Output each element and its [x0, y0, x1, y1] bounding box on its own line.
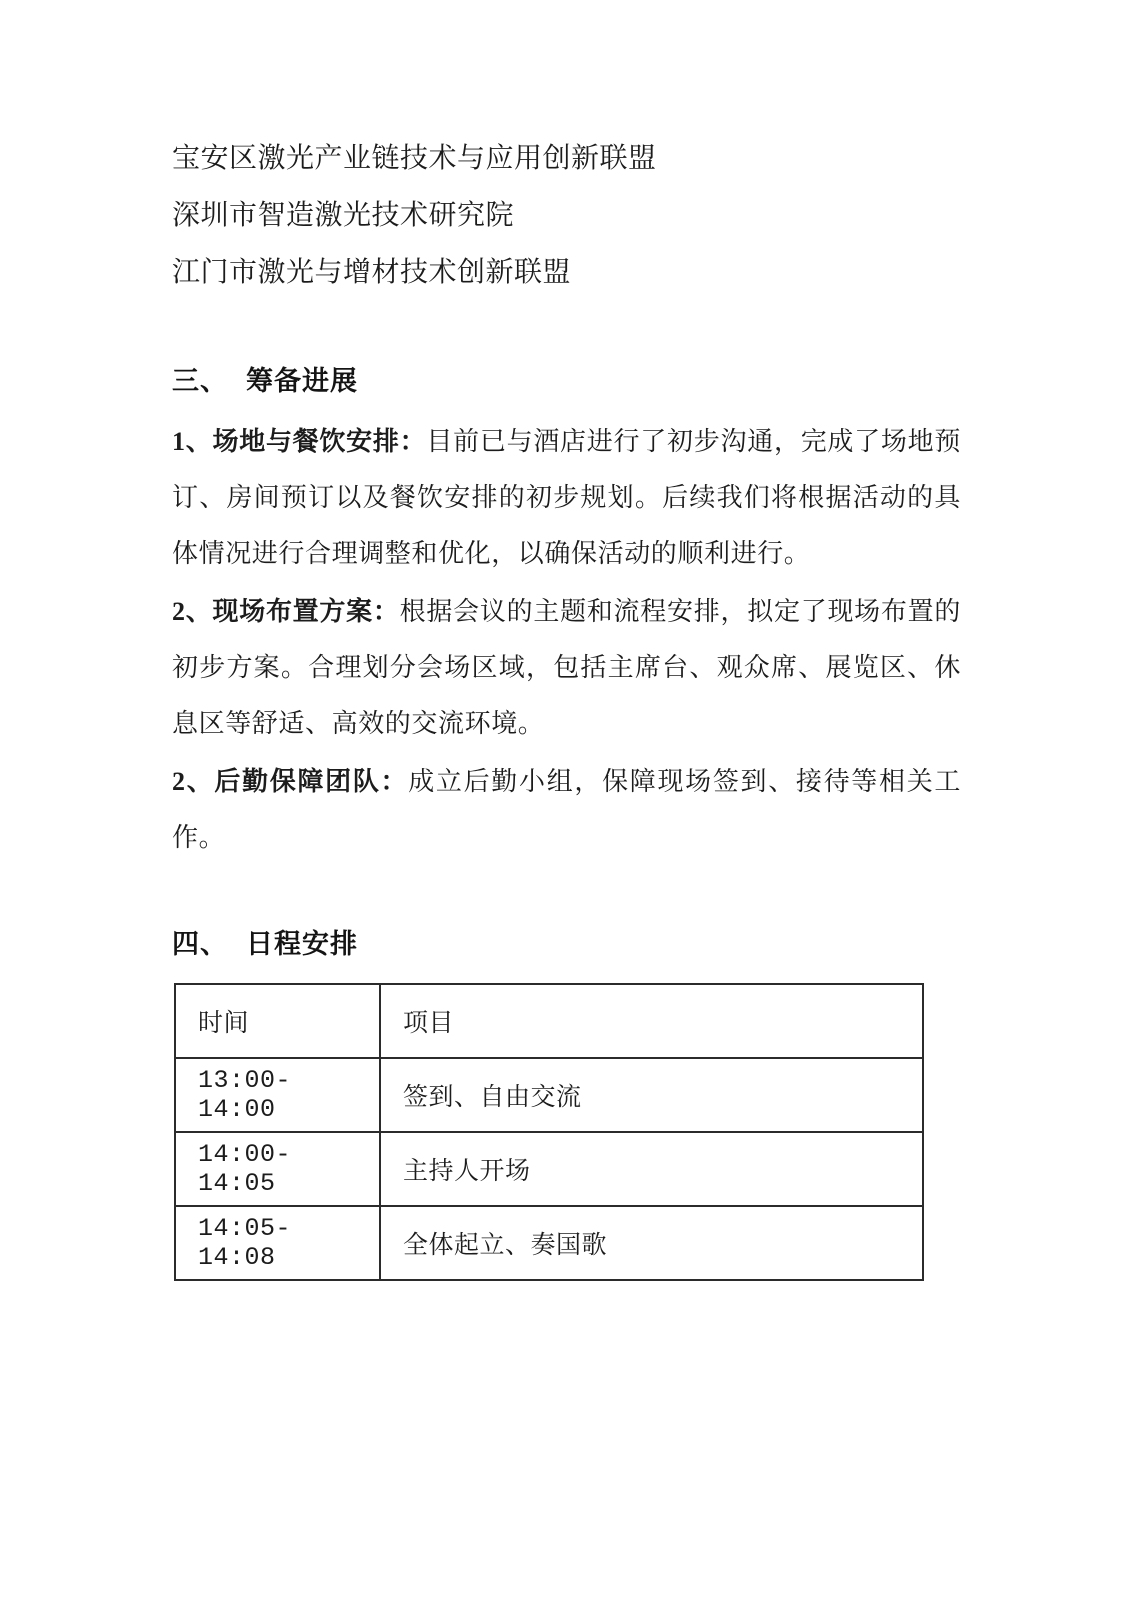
- item-3-body: 成立后勤小组，保障现场签到、接待等相关工作。: [172, 767, 961, 852]
- section-four-number: 四、: [172, 929, 228, 959]
- item-2-lead: 2、现场布置方案：: [172, 597, 400, 626]
- item-3-lead: 2、后勤保障团队：: [172, 767, 409, 796]
- section-three-item-1: [172, 414, 961, 582]
- item-1-lead: 1、场地与餐饮安排：: [172, 427, 427, 456]
- section-heading-four: [172, 922, 961, 961]
- table-row: [175, 1058, 923, 1132]
- item-2-body: 根据会议的主题和流程安排，拟定了现场布置的初步方案。合理划分会场区域，包括主席台、观众席、展览区、休息区等舒适、高效的交流环境。: [172, 597, 961, 738]
- section-three-item-3: [172, 754, 961, 866]
- section-three-item-2: [172, 584, 961, 752]
- section-heading-three: [172, 359, 961, 398]
- table-row: [175, 1206, 923, 1280]
- organization-line-1: 宝安区激光产业链技术与应用创新联盟: [172, 143, 657, 174]
- schedule-table: [174, 983, 924, 1281]
- section-spacer: [172, 868, 961, 922]
- section-four-title: 日程安排: [246, 929, 358, 959]
- column-header-item: 项目: [380, 984, 923, 1058]
- organization-line-2: 深圳市智造激光技术研究院: [172, 200, 515, 231]
- section-three-title: 筹备进展: [246, 366, 358, 396]
- organization-list: [172, 130, 961, 301]
- cell-time: 13:00-14:00: [175, 1058, 380, 1132]
- table-header-row: [175, 984, 923, 1058]
- section-three-number: 三、: [172, 366, 228, 396]
- cell-time: 14:05-14:08: [175, 1206, 380, 1280]
- cell-item: 全体起立、奏国歌: [380, 1206, 923, 1280]
- column-header-time: 时间: [175, 984, 380, 1058]
- cell-time: 14:00-14:05: [175, 1132, 380, 1206]
- cell-item: 主持人开场: [380, 1132, 923, 1206]
- organization-line-3: 江门市激光与增材技术创新联盟: [172, 257, 572, 288]
- item-1-body: 目前已与酒店进行了初步沟通，完成了场地预订、房间预订以及餐饮安排的初步规划。后续我们将根据活动的具体情况进行合理调整和优化，以确保活动的顺利进行。: [172, 427, 961, 568]
- table-row: [175, 1132, 923, 1206]
- cell-item: 签到、自由交流: [380, 1058, 923, 1132]
